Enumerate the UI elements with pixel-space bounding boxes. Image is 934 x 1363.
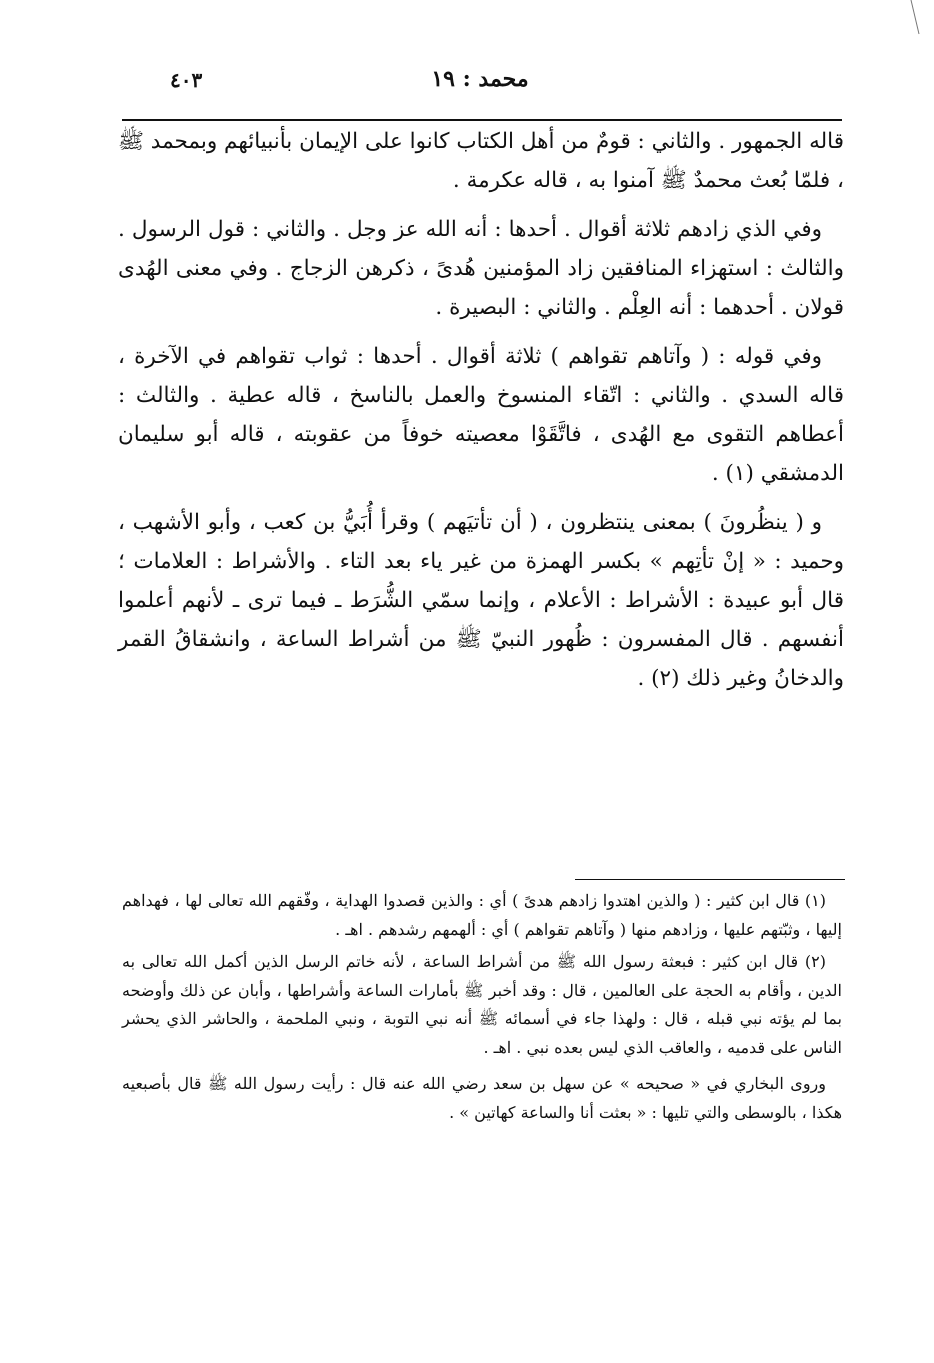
main-text	[118, 122, 844, 708]
body-paragraph: وفي قوله : ( وآتاهم تقواهم ) ثلاثة أقوال . أحدها : ثواب تقواهم في الآخرة ، قاله السدي . والثاني : اتّقاء المنسوخ والعمل بالناسخ ، قاله عطية . والثالث : أعطاهم التقوى مع الهُدى ، فاتَّقَوْا معصيته خوفاً من عقوبته ، قاله أبو سليمان الدمشقي (١) .	[118, 344, 844, 486]
footnote-separator	[575, 879, 845, 880]
body-paragraph: قاله الجمهور . والثاني : قومٌ من أهل الكتاب كانوا على الإيمان بأنبيائهم وبمحمد ﷺ ، فلمّا بُعث محمدٌ ﷺ آمنوا به ، قاله عكرمة .	[118, 129, 844, 193]
body-paragraph: و ( ينظُرونَ ) بمعنى ينتظرون ، ( أن تأتيَهم ) وقرأ أُبَيُّ بن كعب ، وأبو الأشهب ، وحميد : « إنْ تأتِهم » بكسر الهمزة من غير ياء بعد التاء . والأشراط : العلامات ؛ قال أبو عبيدة : الأشراط : الأعلام ، وإنما سمّي الشُّرَط ـ فيما ترى ـ لأنهم أعلموا أنفسهم . قال المفسرون : ظُهور النبيّ ﷺ من أشراط الساعة ، وانشقاقُ القمر والدخانُ وغير ذلك (٢) .	[118, 510, 844, 691]
header-rule	[122, 119, 842, 121]
body-paragraph: وفي الذي زادهم ثلاثة أقوال . أحدها : أنه الله عز وجل . والثاني : قول الرسول . والثالث : استهزاء المنافقين زاد المؤمنين هُدىً ، ذكرهن الزجاج . وفي معنى الهُدى قولان . أحدهما : أنه العِلْم . والثاني : البصيرة .	[118, 217, 844, 320]
page-header	[120, 66, 840, 106]
running-head: محمد : ١٩	[431, 66, 529, 92]
footnote-2: (٢) قال ابن كثير : فبعثة رسول الله ﷺ من أشراط الساعة ، لأنه خاتم الرسل الذين أكمل الله تعالى به الدين ، وأقام به الحجة على العالمين ، قال : وقد أخبر ﷺ بأمارات الساعة وأشراطها ، وأبان عن ذلك وأوضحه بما لم يؤته نبي قبله ، قال : ولهذا جاء في أسمائه ﷺ أنه نبي التوبة ، ونبي الملحمة ، والحاشر الذي يحشر الناس على قدميه ، والعاقب الذي ليس بعده نبي . اهـ .	[122, 952, 842, 1057]
footnotes	[122, 887, 842, 1131]
footnote-2-continuation: وروى البخاري في « صحيحه » عن سهل بن سعد رضي الله عنه قال : رأيت رسول الله ﷺ قال بأصبعيه هكذا ، بالوسطى والتي تليها : « بعثت أنا والساعة كهاتين » .	[122, 1074, 842, 1122]
scan-corner-mark	[910, 0, 920, 36]
page-number: ٤٠٣	[170, 68, 203, 92]
footnote-1: (١) قال ابن كثير : ( والذين اهتدوا زادهم هدىً ) أي : والذين قصدوا الهداية ، وفّقهم الله تعالى لها ، فهداهم إليها ، وثبّتهم عليها ، وزادهم منها ( وآتاهم تقواهم ) أي : ألهمهم رشدهم . اهـ .	[122, 891, 842, 939]
